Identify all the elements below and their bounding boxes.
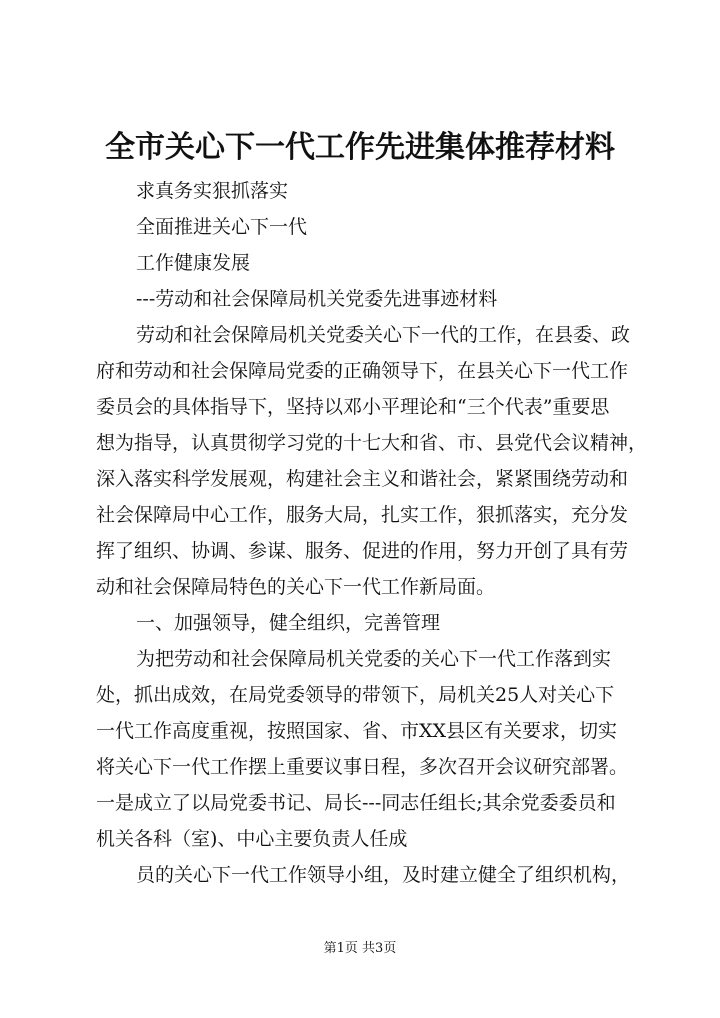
body-line: 机关各科（室)、中心主要负责人任成	[96, 828, 408, 850]
body-line: 委员会的具体指导下，坚持以邓小平理论和“三个代表”重要思	[96, 396, 610, 418]
body-line: 将关心下一代工作摆上重要议事日程，多次召开会议研究部署。	[96, 756, 629, 778]
body-line: 想为指导，认真贯彻学习党的十七大和省、市、县党代会议精神，	[96, 432, 648, 454]
body-line: 处，抓出成效，在局党委领导的带领下，局机关25人对关心下	[96, 684, 615, 706]
subtitle-line-4: ---劳动和社会保障局机关党委先进事迹材料	[136, 288, 498, 310]
page-number: 第1页 共3页	[323, 941, 397, 956]
subtitle-line-1: 求真务实狠抓落实	[136, 180, 289, 202]
body-line: 劳动和社会保障局机关党委关心下一代的工作，在县委、政	[136, 324, 631, 346]
subtitle-line-3: 工作健康发展	[136, 252, 251, 274]
body-line: 一代工作高度重视，按照国家、省、市XX县区有关要求，切实	[96, 720, 618, 742]
body-line: 深入落实科学发展观，构建社会主义和谐社会，紧紧围绕劳动和	[96, 468, 629, 490]
subtitle-line-2: 全面推进关心下一代	[136, 216, 308, 238]
body-line: 府和劳动和社会保障局党委的正确领导下，在县关心下一代工作	[96, 360, 629, 382]
body-line: 员的关心下一代工作领导小组，及时建立健全了组织机构，	[136, 864, 631, 886]
body-line: 动和社会保障局特色的关心下一代工作新局面。	[96, 576, 496, 598]
section-heading: 一、加强领导，健全组织，完善管理	[136, 612, 441, 634]
body-line: 为把劳动和社会保障局机关党委的关心下一代工作落到实	[136, 648, 612, 670]
document-title: 全市关心下一代工作先进集体推荐材料	[105, 130, 615, 165]
body-line: 一是成立了以局党委书记、局长---同志任组长;其余党委委员和	[96, 792, 616, 814]
body-line: 挥了组织、协调、参谋、服务、促进的作用，努力开创了具有劳	[96, 540, 629, 562]
body-line: 社会保障局中心工作，服务大局，扎实工作，狠抓落实，充分发	[96, 504, 629, 526]
